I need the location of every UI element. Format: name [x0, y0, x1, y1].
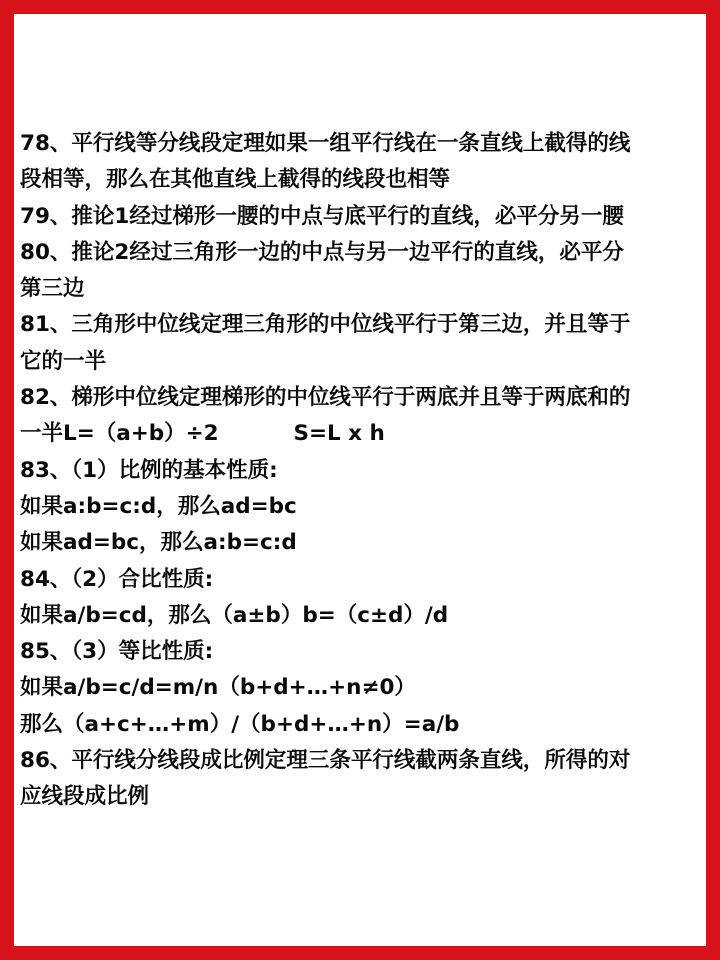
theorem-86-line-2: 应线段成比例 — [20, 784, 150, 810]
theorem-83-line-2: 如果ad=bc，那么a:b=c:d — [20, 530, 297, 556]
theorem-85-heading: 85、（3）等比性质: — [20, 639, 214, 665]
theorem-80-line-1: 80、推论2经过三角形一边的中点与另一边平行的直线，必平分 — [20, 239, 624, 265]
page-frame — [14, 14, 706, 946]
theorem-81-line-2: 它的一半 — [20, 348, 107, 374]
theorem-79-line-1: 79、推论1经过梯形一腰的中点与底平行的直线，必平分另一腰 — [20, 203, 624, 229]
theorem-86-line-1: 86、平行线分线段成比例定理三条平行线截两条直线，所得的对 — [20, 748, 631, 774]
theorem-84-line-1: 如果a/b=cd，那么（a±b）b=（c±d）/d — [20, 602, 449, 628]
theorem-82-line-1: 82、梯形中位线定理梯形的中位线平行于两底并且等于两底和的 — [20, 385, 631, 411]
theorem-85-line-2: 那么（a+c+…+m）/（b+d+…+n）=a/b — [20, 711, 460, 737]
theorem-81-line-1: 81、三角形中位线定理三角形的中位线平行于第三边，并且等于 — [20, 312, 631, 338]
theorem-80-line-2: 第三边 — [20, 276, 85, 302]
theorem-83-line-1: 如果a:b=c:d，那么ad=bc — [20, 493, 297, 519]
theorem-82-line-2: 一半L=（a+b）÷2 S=L x h — [20, 421, 385, 447]
theorem-78-line-1: 78、平行线等分线段定理如果一组平行线在一条直线上截得的线 — [20, 131, 631, 156]
theorem-84-heading: 84、（2）合比性质: — [20, 566, 214, 592]
theorem-list — [20, 126, 704, 816]
theorem-85-line-1: 如果a/b=c/d=m/n（b+d+…+n≠0） — [20, 675, 416, 701]
theorem-83-heading: 83、（1）比例的基本性质: — [20, 457, 278, 483]
theorem-78-line-2: 段相等，那么在其他直线上截得的线段也相等 — [20, 167, 451, 193]
